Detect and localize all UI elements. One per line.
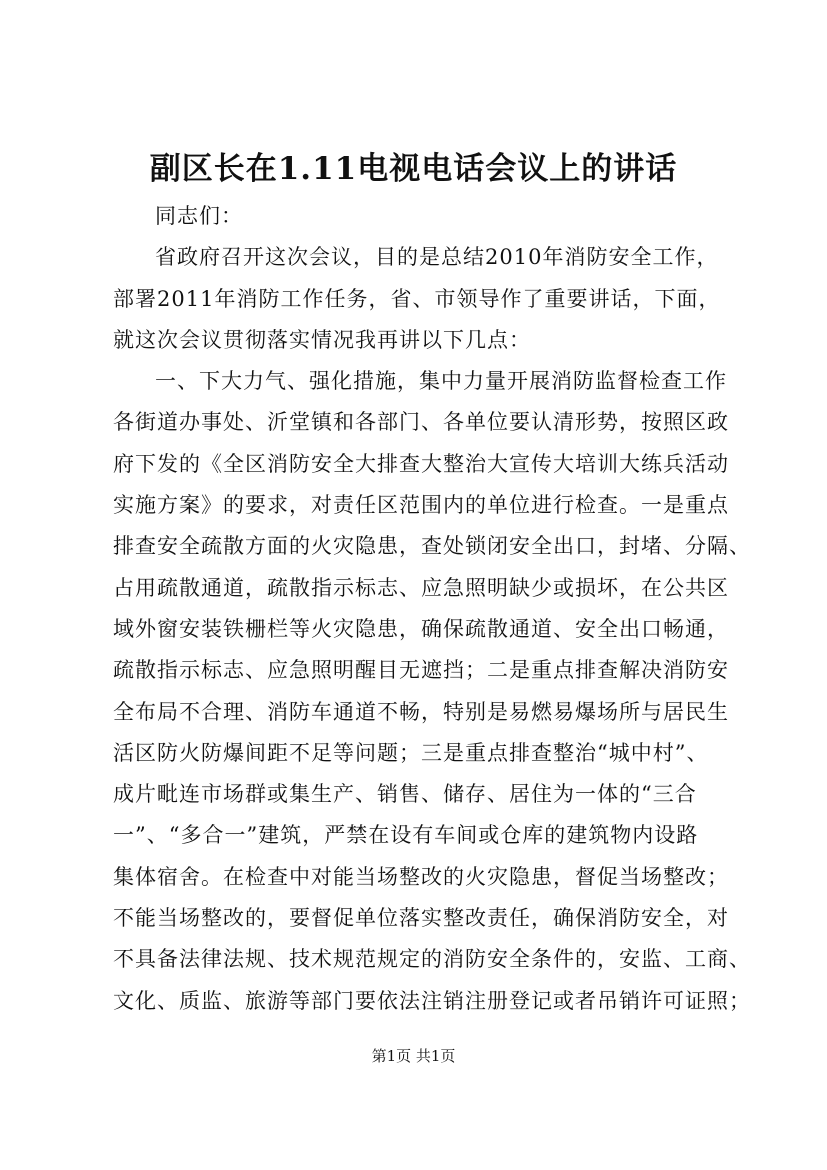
paragraph-line: 不能当场整改的，要督促单位落实整改责任，确保消防安全，对 — [113, 906, 729, 931]
paragraph-line: 就这次会议贯彻落实情况我再讲以下几点： — [113, 327, 531, 352]
paragraph-line: 部署2011年消防工作任务，省、市领导作了重要讲话，下面， — [113, 286, 721, 311]
paragraph-line: 各街道办事处、沂堂镇和各部门、各单位要认清形势，按照区政 — [113, 410, 729, 435]
paragraph-line: 全布局不合理、消防车通道不畅，特别是易燃易爆场所与居民生 — [113, 699, 729, 724]
paragraph-line: 集体宿舍。在检查中对能当场整改的火灾隐患，督促当场整改； — [113, 864, 729, 889]
paragraph-line: 实施方案》的要求，对责任区范围内的单位进行检查。一是重点 — [113, 493, 729, 518]
paragraph-line: 不具备法律法规、技术规范规定的消防安全条件的，安监、工商、 — [113, 947, 751, 972]
paragraph-line: 文化、质监、旅游等部门要依法注销注册登记或者吊销许可证照； — [113, 988, 751, 1013]
paragraph-line: 疏散指示标志、应急照明醒目无遮挡；二是重点排查解决消防安 — [113, 658, 729, 683]
section-heading-line: 一、下大力气、强化措施，集中力量开展消防监督检查工作 — [155, 369, 727, 394]
paragraph-line: 占用疏散通道，疏散指示标志、应急照明缺少或损坏，在公共区 — [113, 575, 729, 600]
greeting-line: 同志们： — [155, 204, 243, 228]
paragraph-line: 成片毗连市场群或集生产、销售、储存、居住为一体的“三合 — [113, 782, 697, 807]
document-title: 副区长在1.11电视电话会议上的讲话 — [149, 151, 678, 187]
paragraph-line: 域外窗安装铁栅栏等火灾隐患，确保疏散通道、安全出口畅通， — [113, 616, 729, 641]
document-body — [113, 196, 751, 1022]
paragraph-line: 排查安全疏散方面的火灾隐患，查处锁闭安全出口，封堵、分隔、 — [113, 534, 751, 559]
paragraph-line: 省政府召开这次会议，目的是总结2010年消防安全工作， — [155, 245, 719, 270]
page-number-footer: 第1页 共1页 — [371, 1047, 456, 1065]
paragraph-line: 府下发的《全区消防安全大排查大整治大宣传大培训大练兵活动 — [113, 451, 729, 476]
paragraph-line: 一”、“多合一”建筑，严禁在设有车间或仓库的建筑物内设路 — [113, 823, 699, 848]
paragraph-line: 活区防火防爆间距不足等问题；三是重点排查整治“城中村”、 — [113, 740, 709, 765]
